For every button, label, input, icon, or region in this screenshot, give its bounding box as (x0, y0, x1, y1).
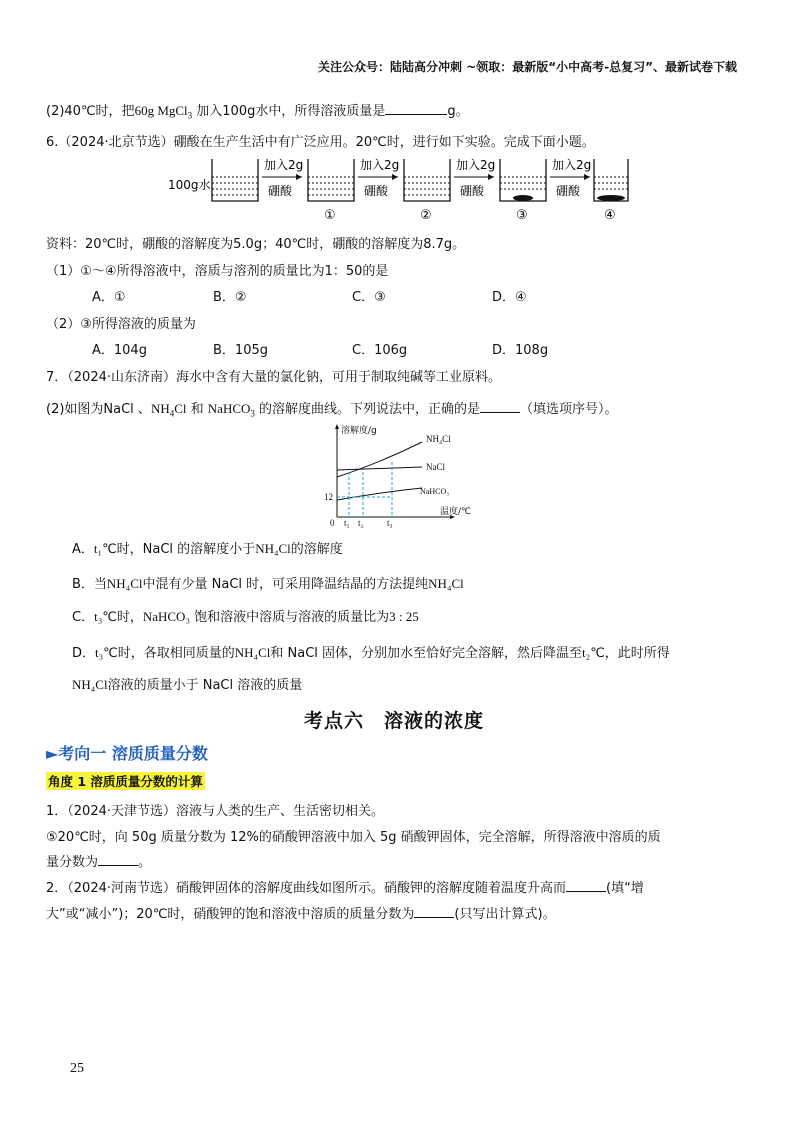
beaker-label-2: ② (420, 208, 432, 223)
beaker-label-1: ① (324, 208, 336, 223)
q-text: (2)40℃时，把 (46, 104, 135, 119)
x-tick-t1: t₁ (344, 518, 350, 528)
section-title: 考点六 溶液的浓度 (304, 710, 485, 732)
q1-stem: 1．（2024·天津节选）溶液与人类的生产、生活密切相关。 (46, 804, 384, 819)
arrow-step-3 (454, 157, 495, 198)
beaker-2 (404, 159, 450, 223)
beaker-4 (594, 159, 628, 223)
x-tick-t3: t₃ (387, 518, 393, 528)
beaker-3 (500, 159, 546, 223)
answer-blank[interactable] (480, 400, 520, 413)
x-axis-label: 温度/℃ (440, 507, 472, 517)
svg-text:加入2g: 加入2g (552, 158, 592, 172)
svg-text:硼酸: 硼酸 (460, 184, 485, 198)
q2-line1: 2．（2024·河南节选）硝酸钾固体的溶解度曲线如图所示。硝酸钾的溶解度随着温度升高而 (填“增 (46, 881, 644, 896)
water-label: 100g水 (168, 178, 211, 192)
arrow-step-2 (358, 157, 399, 198)
q6-info: 资料：20℃时，硼酸的溶解度为5.0g；40℃时，硼酸的溶解度为8.7g。 (46, 237, 466, 252)
x-tick-t2: t₂ (358, 518, 364, 528)
q6-sub2-option-c[interactable]: C．106g (352, 343, 408, 358)
answer-blank[interactable] (98, 853, 138, 866)
beaker-label-3: ③ (516, 208, 528, 223)
q7-option-d-cont: NH₄Cl溶液的质量小于 NaCl 溶液的质量 (72, 677, 303, 693)
q-text: 加入100g水中，所得溶液质量是 (192, 104, 386, 119)
curve-nacl (337, 467, 422, 470)
question-mgcl2 (46, 100, 469, 121)
q7-option-c[interactable]: C．t₃℃时，NaHCO₃ 饱和溶液中溶质与溶液的质量比为3 : 25 (72, 609, 419, 625)
angle-label: 角度 1 溶质质量分数的计算 (48, 774, 203, 789)
svg-text:加入2g: 加入2g (360, 158, 400, 172)
q1-line2: 量分数为 。 (46, 855, 152, 870)
label-nahco3: NaHCO₃ (420, 487, 450, 496)
y-tick-12: 12 (324, 492, 333, 502)
answer-blank[interactable] (385, 102, 447, 115)
svg-text:硼酸: 硼酸 (556, 184, 581, 198)
q6-sub2-option-a[interactable]: A．104g (92, 343, 147, 358)
svg-text:加入2g: 加入2g (456, 158, 496, 172)
q7-option-d[interactable]: D．t₃℃时，各取相同质量的NH₄Cl和 NaCl 固体，分别加水至恰好完全溶解，然后降温至t₂℃，此时所得 (72, 645, 670, 661)
beaker-1 (308, 159, 354, 223)
solubility-chart (322, 422, 492, 528)
q6-sub1: （1）①～④所得溶液中，溶质与溶剂的质量比为1：50的是 (46, 264, 389, 279)
page-number: 25 (70, 1061, 84, 1076)
svg-text:加入2g: 加入2g (264, 158, 304, 172)
beaker-diagram (160, 155, 630, 225)
q-text: g。 (447, 104, 469, 119)
page-header: 关注公众号：陆陆高分冲刺 ~领取：最新版“小中高考-总复习”、最新试卷下载 (318, 60, 737, 74)
q6-stem: 6.（2024·北京节选）硼酸在生产生活中有广泛应用。20℃时，进行如下实验。完成下面小题。 (46, 135, 595, 150)
q2-line2: 大”或“减小”)；20℃时，硝酸钾的饱和溶液中溶质的质量分数为 (只写出计算式)。 (46, 907, 556, 922)
beaker-label-4: ④ (604, 208, 616, 223)
q6-sub1-option-d[interactable]: D．④ (492, 290, 527, 305)
origin-label: 0 (330, 518, 335, 528)
mgcl2-sub: 3 (187, 110, 193, 121)
q6-sub1-option-b[interactable]: B．② (213, 290, 247, 305)
curve-nh4cl (337, 442, 422, 477)
label-nh4cl: NH₄Cl (426, 434, 451, 444)
q1-line1: ⑤20℃时，向 50g 质量分数为 12%的硝酸钾溶液中加入 5g 硝酸钾固体，完全溶解，所得溶液中溶质的质 (46, 830, 661, 845)
q6-sub2: （2）③所得溶液的质量为 (46, 317, 196, 332)
svg-text:硼酸: 硼酸 (268, 184, 293, 198)
q7-option-a[interactable]: A．t₁℃时，NaCl 的溶解度小于NH₄Cl的溶解度 (72, 541, 343, 557)
arrow-step-1 (262, 157, 303, 198)
q7-stem: 7．（2024·山东济南）海水中含有大量的氯化钠，可用于制取纯碱等工业原料。 (46, 370, 501, 385)
q7-option-b[interactable]: B．当NH₄Cl中混有少量 NaCl 时，可采用降温结晶的方法提纯NH₄Cl (72, 576, 464, 592)
beaker-initial (212, 159, 258, 201)
q6-sub2-option-b[interactable]: B．105g (213, 343, 268, 358)
q6-sub1-option-a[interactable]: A．① (92, 290, 126, 305)
q7-sub2: (2)如图为NaCl 、$NH_4Cl$ 和 NaHCO$_3$ 的溶解度曲线。下列说法中，正确的是 （填选项序号）。 (46, 401, 618, 419)
q6-sub2-option-d[interactable]: D．108g (492, 343, 549, 358)
answer-blank[interactable] (414, 905, 454, 918)
mgcl2-formula: 60g MgCl (134, 103, 188, 118)
subsection-title: ►考向一 溶质质量分数 (46, 744, 208, 763)
label-nacl: NaCl (426, 462, 445, 472)
q6-sub1-option-c[interactable]: C．③ (352, 290, 386, 305)
arrow-step-4 (550, 157, 591, 198)
svg-text:硼酸: 硼酸 (364, 184, 389, 198)
curve-nahco3 (337, 488, 422, 500)
y-axis-label: 溶解度/g (341, 426, 377, 436)
answer-blank[interactable] (566, 879, 606, 892)
